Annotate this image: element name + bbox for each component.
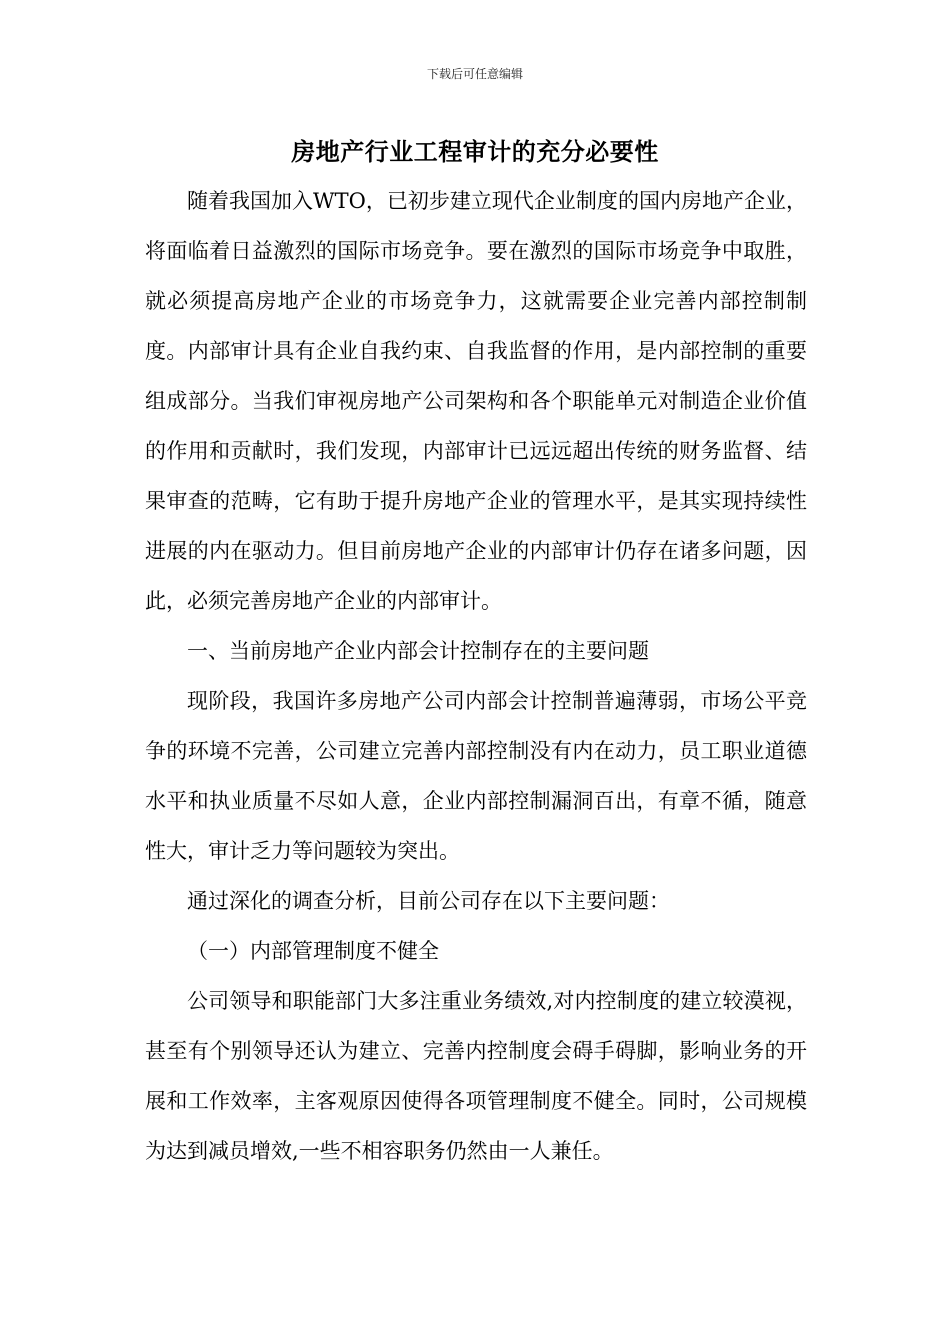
document-body [145,176,807,1176]
paragraph-intro: 随着我国加入WTO，已初步建立现代企业制度的国内房地产企业，将面临着日益激烈的国际市场竞争。要在激烈的国际市场竞争中取胜，就必须提高房地产企业的市场竞争力，这就需要企业完善内部控制制度。内部审计具有企业自我约束、自我监督的作用，是内部控制的重要组成部分。当我们审视房地产公司架构和各个职能单元对制造企业价值的作用和贡献时，我们发现，内部审计已远远超出传统的财务监督、结果审查的范畴，它有助于提升房地产企业的管理水平，是其实现持续性进展的内在驱动力。但目前房地产企业的内部审计仍存在诸多问题，因此，必须完善房地产企业的内部审计。 [145,189,807,613]
paragraph-current-situation: 现阶段，我国许多房地产公司内部会计控制普遍薄弱，市场公平竞争的环境不完善，公司建立完善内部控制没有内在动力，员工职业道德水平和执业质量不尽如人意，企业内部控制漏洞百出，有章不循，随意性大，审计乏力等问题较为突出。 [145,689,807,863]
document-title: 房地产行业工程审计的充分必要性 [291,137,659,166]
paragraph-management: 公司领导和职能部门大多注重业务绩效,对内控制度的建立较漠视，甚至有个别领导还认为建立、完善内控制度会碍手碍脚，影响业务的开展和工作效率，主客观原因使得各项管理制度不健全。同时，公司规模为达到减员增效,一些不相容职务仍然由一人兼任。 [145,989,807,1163]
paragraph-analysis: 通过深化的调查分析，目前公司存在以下主要问题： [187,889,670,913]
subsection-heading: （一）内部管理制度不健全 [187,939,439,963]
section-heading: 一、当前房地产企业内部会计控制存在的主要问题 [187,639,649,663]
header-note: 下载后可任意编辑 [426,67,523,81]
